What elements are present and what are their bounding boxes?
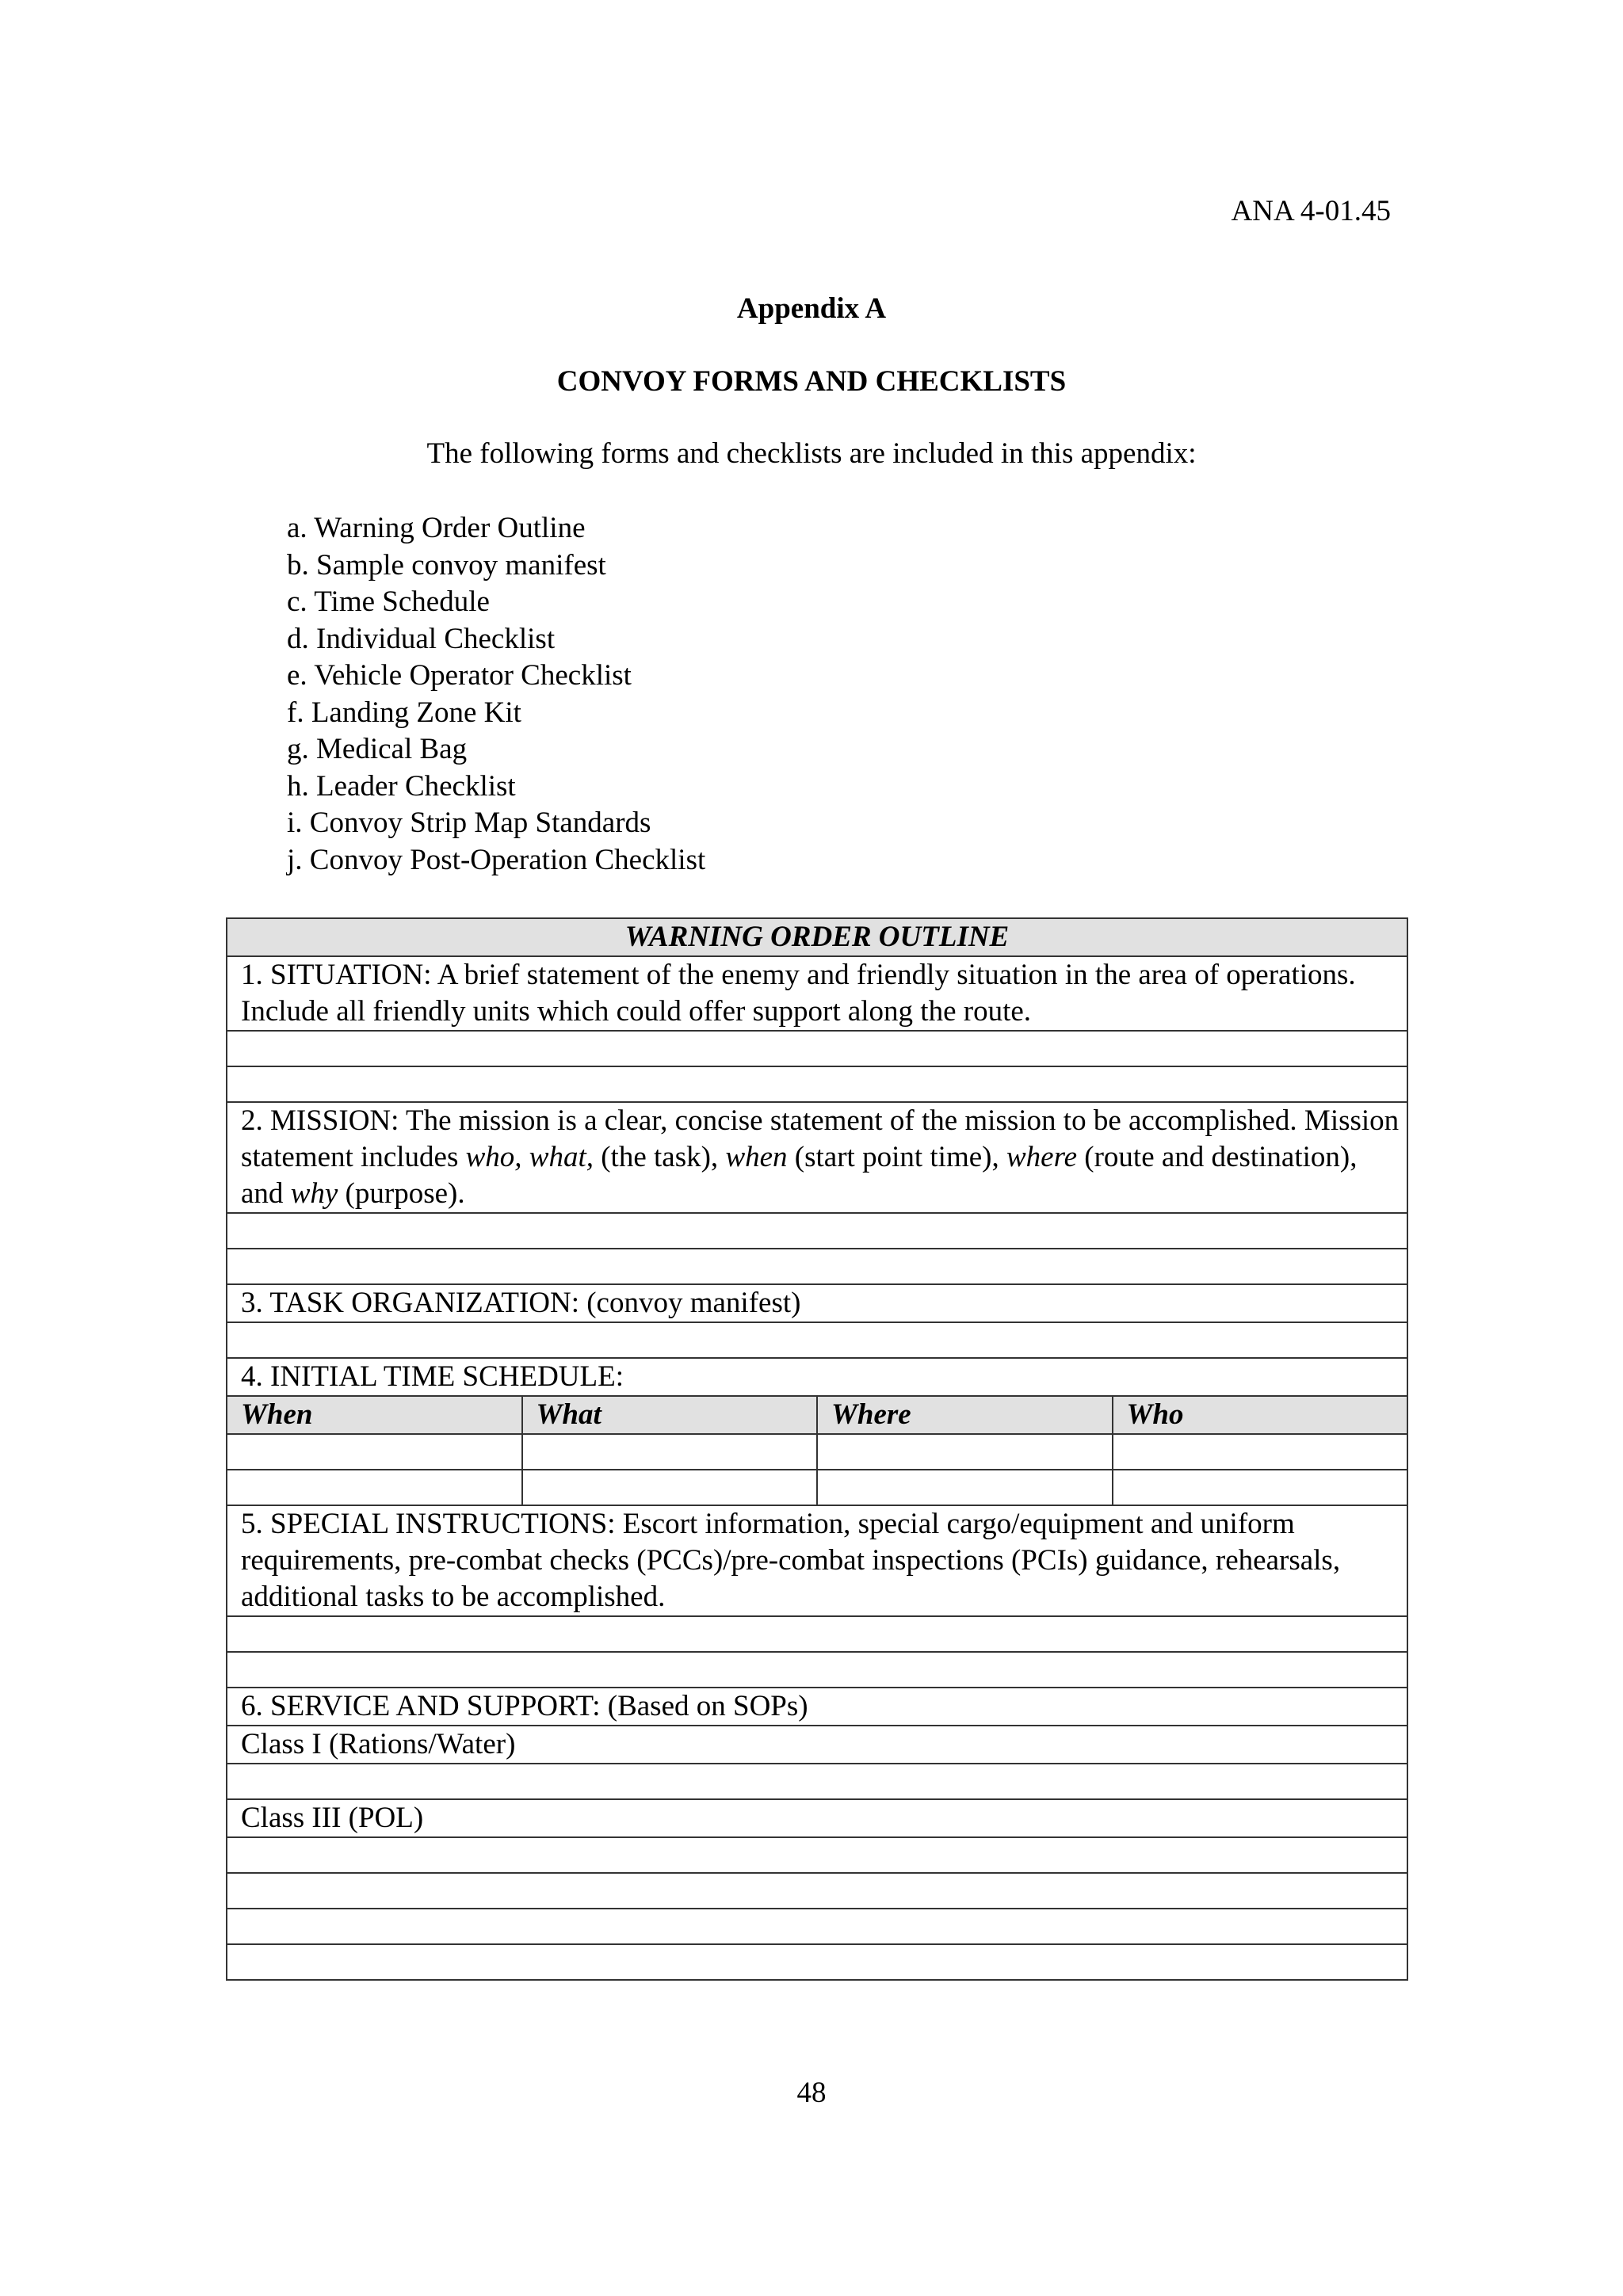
appendix-title: Appendix A (736, 292, 887, 325)
class-3-entry-line[interactable] (227, 1944, 1407, 1980)
mission-who-what: who, what, (465, 1141, 594, 1173)
class-3-entry-line[interactable] (227, 1837, 1407, 1873)
class-3-entry-line[interactable] (227, 1873, 1407, 1909)
column-header-when: When (227, 1396, 522, 1434)
column-header-what: What (522, 1396, 818, 1434)
mission-text: 2. MISSION: The mission is a clear, concise statement of the mission to be accomplished. Mission statement includes (241, 1104, 1400, 1173)
time-schedule-section: 4. INITIAL TIME SCHEDULE: (227, 1358, 1407, 1396)
table-row (227, 1434, 1407, 1470)
contents-item: c. Time Schedule (287, 585, 490, 618)
mission-entry-line[interactable] (227, 1249, 1407, 1284)
task-organization-section: 3. TASK ORGANIZATION: (convoy manifest) (227, 1284, 1407, 1322)
document-code: ANA 4-01.45 (1231, 195, 1391, 227)
special-instructions-section: 5. SPECIAL INSTRUCTIONS: Escort information, special cargo/equipment and uniform requirements, pre-combat checks (PCCs)/pre-combat inspections (PCIs) guidance, rehearsals, additional tasks to be accomplished. (227, 1505, 1407, 1616)
task-organization-entry-line[interactable] (227, 1322, 1407, 1358)
special-instructions-entry-line[interactable] (227, 1652, 1407, 1688)
who-entry-cell[interactable] (1113, 1434, 1408, 1470)
mission-text: (start point time), (787, 1141, 1006, 1173)
contents-item: e. Vehicle Operator Checklist (287, 659, 632, 692)
warning-order-form (226, 917, 1408, 1981)
class-3-entry-line[interactable] (227, 1909, 1407, 1944)
service-support-section: 6. SERVICE AND SUPPORT: (Based on SOPs) (227, 1688, 1407, 1726)
mission-why: why (290, 1177, 338, 1210)
contents-item: a. Warning Order Outline (287, 512, 586, 544)
contents-list (287, 510, 705, 879)
column-header-where: Where (817, 1396, 1113, 1434)
what-entry-cell[interactable] (522, 1434, 818, 1470)
contents-item: h. Leader Checklist (287, 769, 516, 803)
what-entry-cell[interactable] (522, 1470, 818, 1505)
mission-where: where (1006, 1141, 1078, 1173)
who-entry-cell[interactable] (1113, 1470, 1408, 1505)
mission-section (227, 1102, 1407, 1213)
column-header-who: Who (1113, 1396, 1408, 1434)
where-entry-cell[interactable] (817, 1470, 1113, 1505)
page-number: 48 (796, 2077, 827, 2109)
contents-item: f. Landing Zone Kit (287, 696, 521, 729)
class-1-label: Class I (Rations/Water) (227, 1726, 1407, 1764)
class-1-entry-line[interactable] (227, 1764, 1407, 1799)
when-entry-cell[interactable] (227, 1434, 522, 1470)
where-entry-cell[interactable] (817, 1434, 1113, 1470)
intro-text: The following forms and checklists are included in this appendix: (426, 437, 1197, 470)
contents-item: j. Convoy Post-Operation Checklist (287, 843, 706, 876)
form-title: WARNING ORDER OUTLINE (227, 918, 1407, 956)
situation-entry-line[interactable] (227, 1066, 1407, 1102)
section-title: CONVOY FORMS AND CHECKLISTS (556, 365, 1067, 398)
contents-item: b. Sample convoy manifest (287, 548, 606, 582)
contents-item: i. Convoy Strip Map Standards (287, 807, 651, 839)
class-3-label: Class III (POL) (227, 1799, 1407, 1837)
situation-section: 1. SITUATION: A brief statement of the enemy and friendly situation in the area of operations. Include all friendly units which could offer support along the route. (227, 956, 1407, 1031)
mission-entry-line[interactable] (227, 1213, 1407, 1249)
special-instructions-entry-line[interactable] (227, 1616, 1407, 1652)
contents-item: d. Individual Checklist (287, 622, 556, 655)
mission-when: when (725, 1141, 788, 1173)
mission-text: (the task), (593, 1141, 726, 1173)
contents-item: g. Medical Bag (287, 733, 468, 765)
when-entry-cell[interactable] (227, 1470, 522, 1505)
mission-text: (route and destination), and (241, 1141, 1358, 1210)
situation-entry-line[interactable] (227, 1031, 1407, 1066)
mission-text: (purpose). (338, 1177, 465, 1210)
table-row (227, 1470, 1407, 1505)
